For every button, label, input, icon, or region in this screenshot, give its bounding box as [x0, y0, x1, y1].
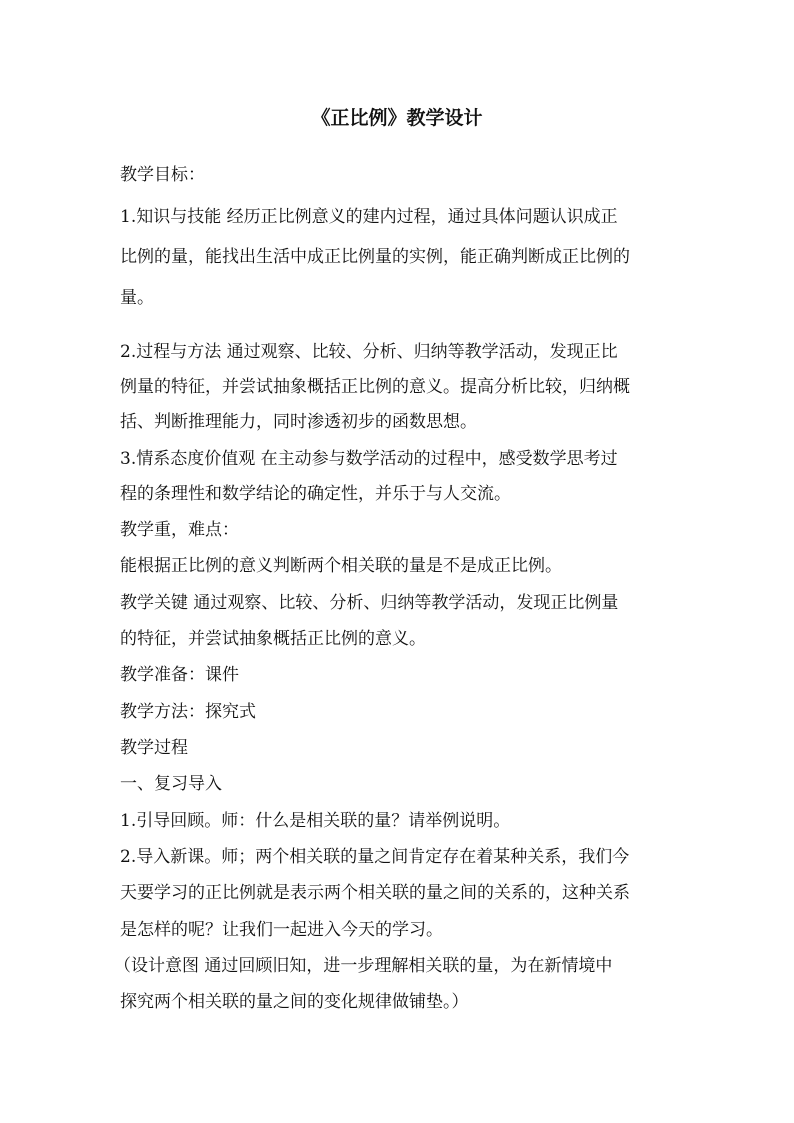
paragraph-line: 例量的特征，并尝试抽象概括正比例的意义。提高分析比较，归纳概	[120, 377, 630, 397]
paragraph-line: （设计意图 通过回顾旧知，进一步理解相关联的量，为在新情境中	[114, 956, 613, 976]
paragraph-line: 1.知识与技能 经历正比例意义的建内过程，通过具体问题认识成正	[120, 207, 618, 227]
paragraph-line: 2.过程与方法 通过观察、比较、分析、归纳等教学活动，发现正比	[120, 342, 618, 362]
paragraph-line: 探究两个相关联的量之间的变化规律做铺垫。）	[120, 992, 469, 1012]
paragraph-line: 的特征，并尝试抽象概括正比例的意义。	[120, 629, 426, 649]
section-heading: 一、复习导入	[120, 774, 222, 794]
paragraph-line: 是怎样的呢？让我们一起进入今天的学习。	[120, 920, 443, 940]
paragraph-line: 程的条理性和数学结论的确定性，并乐于与人交流。	[120, 484, 511, 504]
paragraph-line: 1.引导回顾。师：什么是相关联的量？请举例说明。	[120, 811, 511, 831]
document-title: 《正比例》教学设计	[311, 107, 483, 129]
paragraph-line: 2.导入新课。师；两个相关联的量之间肯定存在着某种关系，我们今	[120, 847, 630, 867]
heading-teaching-goals: 教学目标：	[120, 165, 205, 185]
paragraph-line: 天要学习的正比例就是表示两个相关联的量之间的关系的，这种关系	[120, 883, 630, 903]
heading-preparation: 教学准备：课件	[120, 665, 239, 685]
paragraph-line: 能根据正比例的意义判断两个相关联的量是不是成正比例。	[120, 556, 562, 576]
paragraph-line: 括、判断推理能力，同时渗透初步的函数思想。	[120, 412, 477, 432]
heading-key-points: 教学重，难点：	[120, 520, 239, 540]
paragraph-line: 比例的量，能找出生活中成正比例量的实例，能正确判断成正比例的	[120, 247, 630, 267]
paragraph-line: 量。	[120, 288, 154, 308]
heading-process: 教学过程	[120, 738, 188, 758]
heading-method: 教学方法：探究式	[120, 702, 256, 722]
paragraph-line: 教学关键 通过观察、比较、分析、归纳等教学活动，发现正比例量	[120, 593, 619, 613]
paragraph-line: 3.情系态度价值观 在主动参与数学活动的过程中，感受数学思考过	[120, 449, 618, 469]
